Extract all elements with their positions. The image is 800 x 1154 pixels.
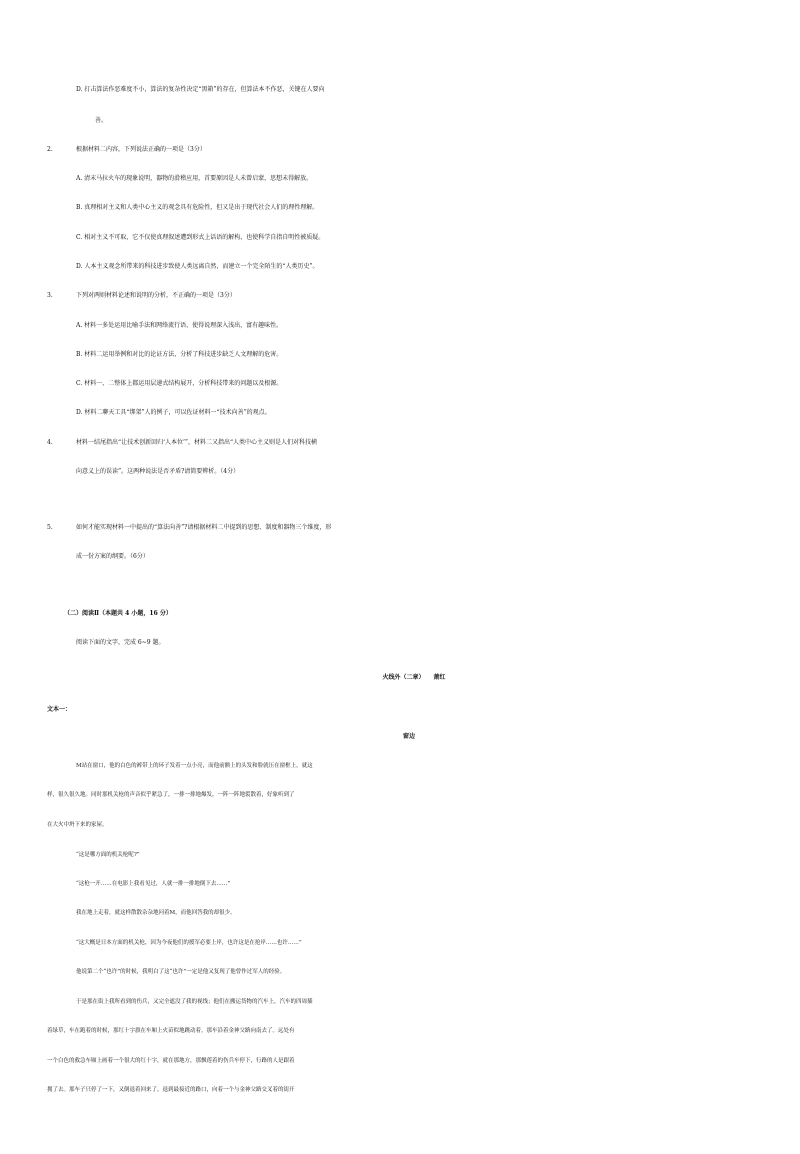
option-d-prev-line2: 善。 bbox=[95, 117, 108, 124]
story-line: 拥了去。那车子只停了一下，又倒退着回来了。退到最接近的路口，向着一个与金神父路交叉着的街开 bbox=[47, 1087, 295, 1093]
question-stem: 根据材料二内容，下列说法正确的一项是（3分） bbox=[76, 146, 206, 153]
section-instruction: 阅读下面的文字，完成 6~9 题。 bbox=[76, 639, 165, 646]
q3-option-b: B. 材料二运用举例和对比的论证方法，分析了科技进步缺乏人文理解的危害。 bbox=[76, 351, 283, 358]
question-stem-line1: 如何才能实现材料一中提出的“算法向善”?请根据材料二中提到的思想、制度和器物三个维度，形 bbox=[76, 524, 332, 531]
chapter-title: 窗边 bbox=[402, 733, 415, 740]
story-line: 于是那在街上我所看到的伤兵，又完全遮没了我的视线；他们在搬运货物的汽车上，汽车的四周插 bbox=[76, 999, 313, 1005]
story-line: “这枪一开……在电影上我看见过，人就一排一排地倒下去……” bbox=[76, 881, 231, 887]
story-line: 他说第二个“也许”的时候，我明白了这“也许”一定是他又复现了他曾作过军人的经验。 bbox=[76, 969, 286, 975]
story-line: “这是哪方面的机关枪呢?” bbox=[76, 852, 140, 858]
question-number: 4. bbox=[47, 439, 53, 446]
question-5-line2: 成一份方案的纲要。（6分） bbox=[76, 553, 149, 560]
story-line: “这大概是日本方面的机关枪，因为今夜他们的援军必要上岸，也许这是在抢岸……也许……” bbox=[76, 940, 302, 946]
section-heading: （二）阅读Ⅱ（本题共 4 小题，16 分） bbox=[64, 610, 172, 617]
story-line: 一个白色的救急车厢上画着一个很大的红十字，就在那地方，那飘莲着的伤兵车停下，行路的人是跟着 bbox=[47, 1058, 295, 1064]
q2-option-c: C. 相对主义不可取，它不仅使真理叙述遭到形式上话语的解构，也使科学自指自明性被质疑。 bbox=[76, 234, 325, 241]
text-label: 文本一： bbox=[47, 706, 72, 713]
story-line: 在大火中坍下来的家屋。 bbox=[47, 822, 108, 828]
question-number: 5. bbox=[47, 524, 53, 531]
q2-option-a: A. 清末马拉火车的现象说明，器物的滑稽应用，首要原因是人未曾启蒙，思想未得解放。 bbox=[76, 175, 313, 182]
q3-option-a: A. 材料一多处运用比喻手法和网络流行语，使得说理深入浅出，富有趣味性。 bbox=[76, 322, 283, 329]
q3-option-c: C. 材料一、二整体上都运用层递式结构展开，分析科技带来的问题以及根源。 bbox=[76, 380, 283, 387]
q3-option-d: D. 材料二聊天工具“绑架”人的例子，可以佐证材料一“技术向善”的观点。 bbox=[76, 409, 271, 416]
question-number: 2. bbox=[47, 146, 53, 153]
question-number: 3. bbox=[47, 292, 53, 299]
story-line: M站在窗口，他的白色的裤带上的环子发着一点小亮，而他前额上的头发和脸就压在窗框上，就这 bbox=[76, 763, 313, 769]
option-d-prev-line1: D. 打击算法作恶难度不小，算法的复杂性决定“黑箱”的存在，但算法本不作恶，关键在人要向 bbox=[76, 86, 325, 93]
question-stem-line1: 材料一结尾指出“让技术创新回归‘人本位’”，材料二又指出“人类中心主义则是人们对科技横 bbox=[76, 439, 318, 446]
story-line: 我在地上走着，就这样散散杂杂地问着M，而他回答我的却很少。 bbox=[76, 910, 236, 916]
story-line: 样，很久很久地。同时那机关枪的声音似乎紧急了，一排一排地爆发，一阵一阵地裂散着，好象听到了 bbox=[47, 792, 295, 798]
q2-option-d: D. 人本主义观念所带来的科技进步致使人类远离自然，而建立一个完全陌生的“人类历史”。 bbox=[76, 263, 319, 270]
question-4-line2: 向意义上的误读”。这两种说法是否矛盾?请简要辨析。（4分） bbox=[76, 468, 240, 475]
story-line: 着绿草，车在跑着的时候，那红十字旗在车厢上火苗似地跳动着。那车沿着金神父路向南去了。远处有 bbox=[47, 1028, 295, 1034]
question-stem: 下列对两则材料论述和说明的分析，不正确的一项是（3分） bbox=[76, 292, 236, 299]
story-title: 火线外（二章） 萧红 bbox=[382, 674, 446, 681]
q2-option-b: B. 真理相对主义和人类中心主义的观念具有危险性，但又是出于现代社会人们的理性理解。 bbox=[76, 204, 319, 211]
